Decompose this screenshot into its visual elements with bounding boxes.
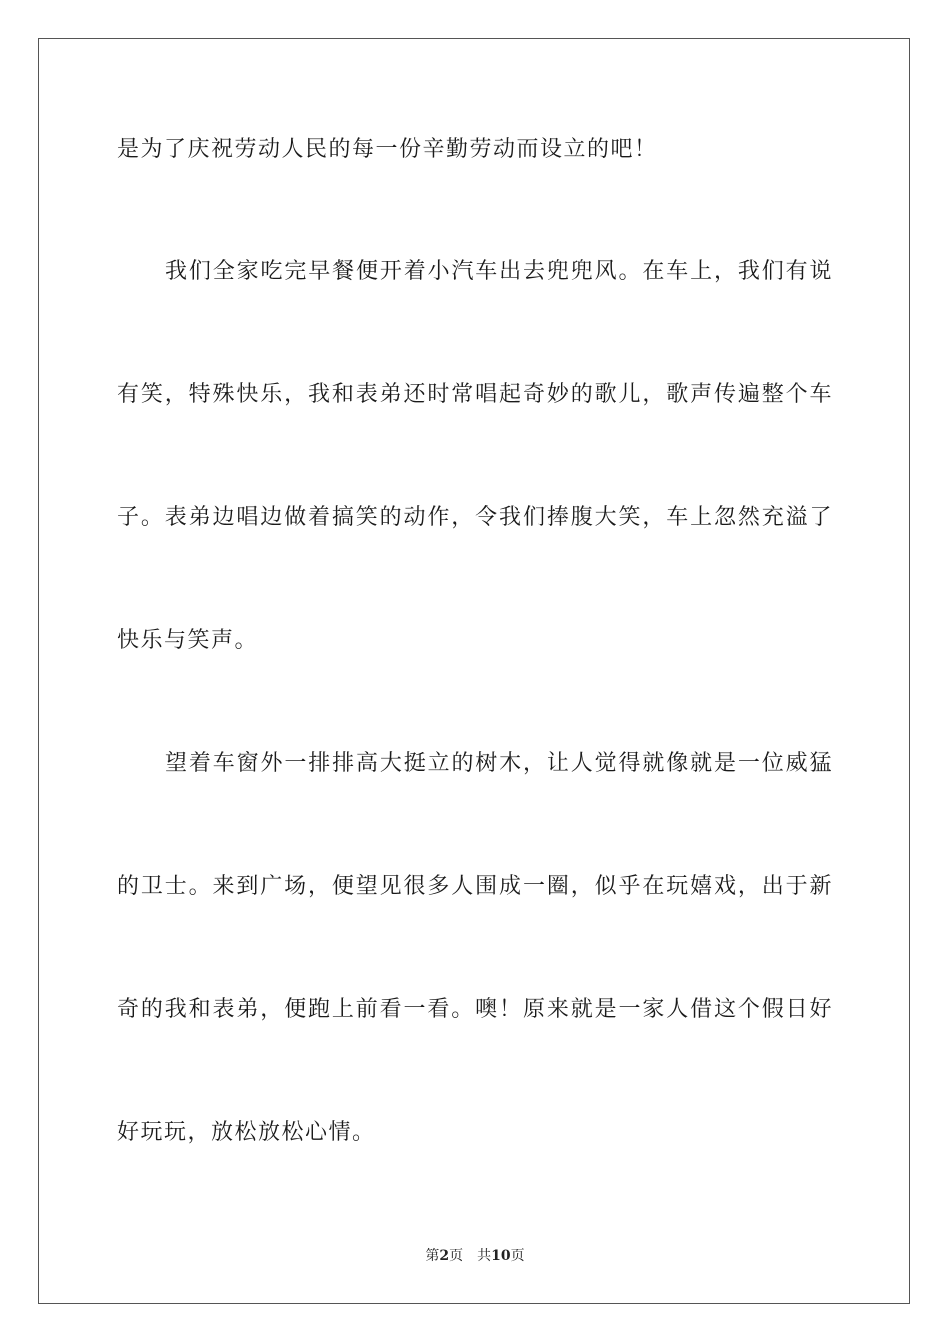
text-line: 有笑，特殊快乐，我和表弟还时常唱起奇妙的歌儿，歌声传遍整个车 <box>117 382 833 407</box>
text-line: 好玩玩，放松放松心情。 <box>117 1120 376 1145</box>
paragraph-first-line: 我们全家吃完早餐便开着小汽车出去兜兜风。在车上，我们有说 <box>165 259 833 284</box>
text-line: 子。表弟边唱边做着搞笑的动作，令我们捧腹大笑，车上忽然充溢了 <box>117 505 833 530</box>
page-number: 第2页 <box>425 1248 464 1264</box>
text-line: 快乐与笑声。 <box>117 628 259 653</box>
text-line: 是为了庆祝劳动人民的每一份辛勤劳动而设立的吧！ <box>117 137 658 162</box>
page-border <box>38 38 910 1304</box>
text-line: 奇的我和表弟，便跑上前看一看。噢！原来就是一家人借这个假日好 <box>117 997 833 1022</box>
page-total: 共10页 <box>477 1248 525 1264</box>
paragraph-first-line: 望着车窗外一排排高大挺立的树木，让人觉得就像就是一位威猛 <box>165 751 833 776</box>
text-line: 的卫士。来到广场，便望见很多人围成一圈，似乎在玩嬉戏，出于新 <box>117 874 833 899</box>
page-footer <box>0 1246 950 1266</box>
